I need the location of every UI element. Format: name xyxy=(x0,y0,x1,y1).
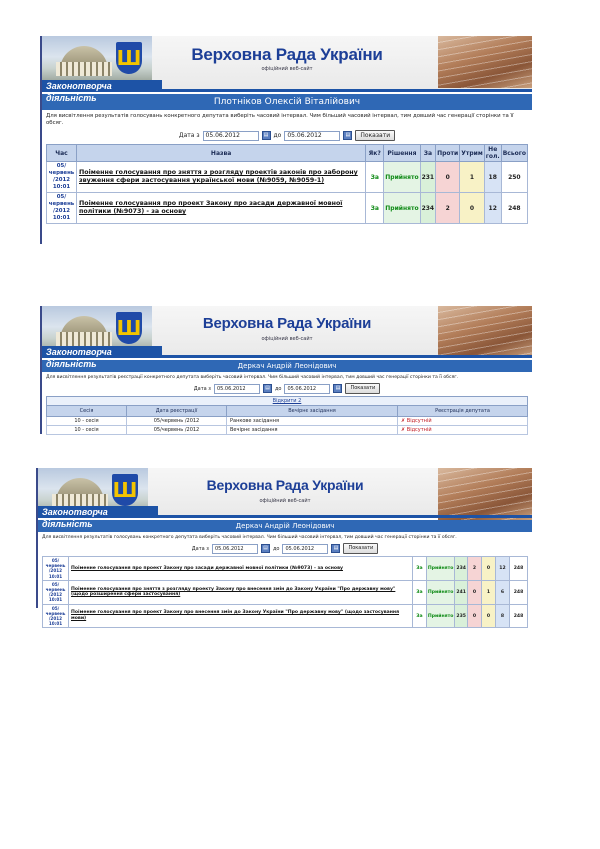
table-row xyxy=(47,193,528,224)
table-row xyxy=(43,580,528,604)
col-reg-date: Дата реєстрації xyxy=(127,406,227,417)
col-decision: Рішення xyxy=(384,145,420,162)
reg-date: 05/червень /2012 xyxy=(127,426,227,435)
col-how: Як? xyxy=(366,145,384,162)
vote-za: 241 xyxy=(455,580,468,604)
vote-decision: Прийнято xyxy=(384,193,420,224)
instruction-text: Для висвітлення результатів реєстрації конкретного депутата виберіть часовий інтервал. Чим більший часовий інтервал, тим довший час генерації сторінки та її обсяг. xyxy=(46,375,459,380)
col-vsogo: Всього xyxy=(501,145,527,162)
vote-ne-gol: 6 xyxy=(496,580,510,604)
screenshot-1 xyxy=(40,36,532,244)
session-hall-photo xyxy=(438,306,532,358)
vote-za: 234 xyxy=(420,193,436,224)
vote-title-link[interactable]: Поіменне голосування про зняття з розгляду проектів законів про заборону звуження сфери застосування української мови (№9059, №9059-1) xyxy=(77,162,366,193)
col-proty: Проти xyxy=(436,145,460,162)
vote-ne-gol: 12 xyxy=(484,193,501,224)
section-title[interactable]: Законотворча діяльність xyxy=(42,80,162,92)
reg-session: 10 - сесія xyxy=(47,417,127,426)
site-subtitle: офіційний веб-сайт xyxy=(261,66,313,72)
col-sitting: Вечірнє засідання xyxy=(227,406,398,417)
reg-date: 05/червень /2012 xyxy=(127,417,227,426)
site-title[interactable]: Верховна Рада України xyxy=(191,45,383,64)
vote-vsogo: 248 xyxy=(510,604,528,628)
vote-ne-gol: 8 xyxy=(496,604,510,628)
table-row xyxy=(47,162,528,193)
table-row xyxy=(43,557,528,581)
show-button[interactable]: Показати xyxy=(343,543,378,554)
vote-za: 234 xyxy=(455,557,468,581)
vote-decision: Прийнято xyxy=(426,604,455,628)
vote-decision: Прийнято xyxy=(426,557,455,581)
site-subtitle: офіційний веб-сайт xyxy=(259,498,311,504)
col-session: Сесія xyxy=(47,406,127,417)
section-title[interactable]: Законотворча діяльність xyxy=(38,506,158,518)
vote-vsogo: 248 xyxy=(510,557,528,581)
reg-sitting: Вечірнє засідання xyxy=(227,426,398,435)
calendar-icon[interactable]: ▤ xyxy=(261,544,270,553)
vote-how: За xyxy=(412,557,426,581)
table-row xyxy=(47,417,528,426)
vote-utrym: 1 xyxy=(460,162,485,193)
date-to-label: до xyxy=(273,132,282,139)
vote-time: 05/ червень /2012 10:01 xyxy=(43,604,69,628)
reg-session: 10 - сесія xyxy=(47,426,127,435)
votes-table xyxy=(46,144,528,224)
deputy-name: Плотніков Олексій Віталійович xyxy=(42,92,532,110)
date-filter xyxy=(38,541,532,556)
vote-title-link[interactable]: Поіменне голосування про проект Закону про внесення змін до Закону України "Про державну мову" (щодо застосування мови) xyxy=(69,604,413,628)
vote-title-link[interactable]: Поіменне голосування про проект Закону про засади державної мовної політики (№9073) - за основу xyxy=(69,557,413,581)
calendar-icon[interactable]: ▤ xyxy=(331,544,340,553)
col-ne-gol: Не гол. xyxy=(485,146,500,160)
date-from-label: Дата з xyxy=(178,132,200,139)
vote-vsogo: 248 xyxy=(510,580,528,604)
absent-mark-icon: ✗ xyxy=(401,427,407,433)
vote-za: 235 xyxy=(455,604,468,628)
deputy-name: Деркач Андрій Леонідович xyxy=(42,358,532,372)
vote-how: За xyxy=(366,193,384,224)
date-from-input[interactable]: 05.06.2012 xyxy=(212,544,258,554)
registration-link[interactable]: Відкрити 2 xyxy=(46,396,528,405)
instruction-text: Для висвітлення результатів голосувань конкретного депутата виберіть часовий інтервал. Чим більший часовий інтервал, тим довший час генерації сторінки та її обсяг. xyxy=(46,113,514,126)
calendar-icon[interactable]: ▤ xyxy=(263,384,272,393)
session-hall-photo xyxy=(438,36,532,88)
vote-how: За xyxy=(412,580,426,604)
col-name: Назва xyxy=(77,145,366,162)
screenshot-3 xyxy=(36,468,532,627)
vote-decision: Прийнято xyxy=(426,580,455,604)
col-reg-status: Реєстрація депутата xyxy=(398,406,528,417)
vote-ne-gol: 18 xyxy=(484,162,501,193)
registration-table xyxy=(46,405,528,435)
instruction-text: Для висвітлення результатів голосувань конкретного депутата виберіть часовий інтервал. Чим більший часовий інтервал, тим довший час генерації сторінки та її обсяг. xyxy=(42,535,457,540)
table-row xyxy=(47,426,528,435)
table-row xyxy=(43,604,528,628)
date-to-input[interactable]: 05.06.2012 xyxy=(282,544,328,554)
site-subtitle: офіційний веб-сайт xyxy=(261,336,313,342)
section-title[interactable]: Законотворча діяльність xyxy=(42,346,162,358)
calendar-icon[interactable]: ▤ xyxy=(343,131,352,140)
reg-status: ✗ Відсутній xyxy=(398,426,528,435)
table-header xyxy=(47,406,528,417)
vote-title-link[interactable]: Поіменне голосування про зняття з розгляду проекту Закону про внесення змін до Закону України "Про державну мову" (щодо розширення сфери застосування) xyxy=(69,580,413,604)
vote-title-link[interactable]: Поіменне голосування про проект Закону про засади державної мовної політики (№9073) - за основу xyxy=(77,193,366,224)
vote-time: 05/ червень /2012 10:01 xyxy=(43,580,69,604)
vote-how: За xyxy=(366,162,384,193)
date-to-input[interactable]: 05.06.2012 xyxy=(284,384,330,394)
date-from-input[interactable]: 05.06.2012 xyxy=(214,384,260,394)
vote-time: 05/ червень /2012 10:01 xyxy=(47,193,77,224)
votes-table xyxy=(42,556,528,628)
vote-proty: 0 xyxy=(436,162,460,193)
date-to-label: до xyxy=(274,385,282,392)
vote-proty: 2 xyxy=(436,193,460,224)
vote-vsogo: 250 xyxy=(501,162,527,193)
vote-vsogo: 248 xyxy=(501,193,527,224)
vote-utrym: 1 xyxy=(482,580,496,604)
site-title[interactable]: Верховна Рада України xyxy=(206,477,364,493)
date-from-input[interactable]: 05.06.2012 xyxy=(203,131,259,141)
vote-proty: 2 xyxy=(468,557,482,581)
col-utrym: Утрим xyxy=(460,145,485,162)
vote-za: 231 xyxy=(420,162,436,193)
deputy-name: Деркач Андрій Леонідович xyxy=(38,518,532,532)
vote-utrym: 0 xyxy=(460,193,485,224)
site-title[interactable]: Верховна Рада України xyxy=(202,315,372,332)
vote-decision: Прийнято xyxy=(384,162,420,193)
calendar-icon[interactable]: ▤ xyxy=(262,131,271,140)
show-button[interactable]: Показати xyxy=(355,130,395,141)
reg-status: ✗ Відсутній xyxy=(398,417,528,426)
screenshot-2 xyxy=(40,306,532,434)
date-to-input[interactable]: 05.06.2012 xyxy=(284,131,340,141)
trident-icon: Ш xyxy=(116,312,142,344)
table-header xyxy=(47,145,528,162)
date-filter xyxy=(42,381,532,396)
date-from-label: Дата з xyxy=(193,385,211,392)
col-za: За xyxy=(420,145,436,162)
vote-how: За xyxy=(412,604,426,628)
absent-mark-icon: ✗ xyxy=(401,418,407,424)
vote-utrym: 0 xyxy=(482,557,496,581)
trident-icon: Ш xyxy=(116,42,142,74)
date-filter xyxy=(42,127,532,144)
vote-time: 05/ червень /2012 10:01 xyxy=(47,162,77,193)
vote-proty: 0 xyxy=(468,580,482,604)
vote-time: 05/ червень /2012 10:01 xyxy=(43,557,69,581)
vote-utrym: 0 xyxy=(482,604,496,628)
col-time: Час xyxy=(47,145,77,162)
trident-icon: Ш xyxy=(112,474,138,506)
vote-proty: 0 xyxy=(468,604,482,628)
calendar-icon[interactable]: ▤ xyxy=(333,384,342,393)
show-button[interactable]: Показати xyxy=(345,383,380,394)
vote-ne-gol: 12 xyxy=(496,557,510,581)
date-to-label: до xyxy=(272,545,280,552)
reg-sitting: Ранкове засідання xyxy=(227,417,398,426)
date-from-label: Дата з xyxy=(191,545,209,552)
session-hall-photo xyxy=(438,468,532,520)
